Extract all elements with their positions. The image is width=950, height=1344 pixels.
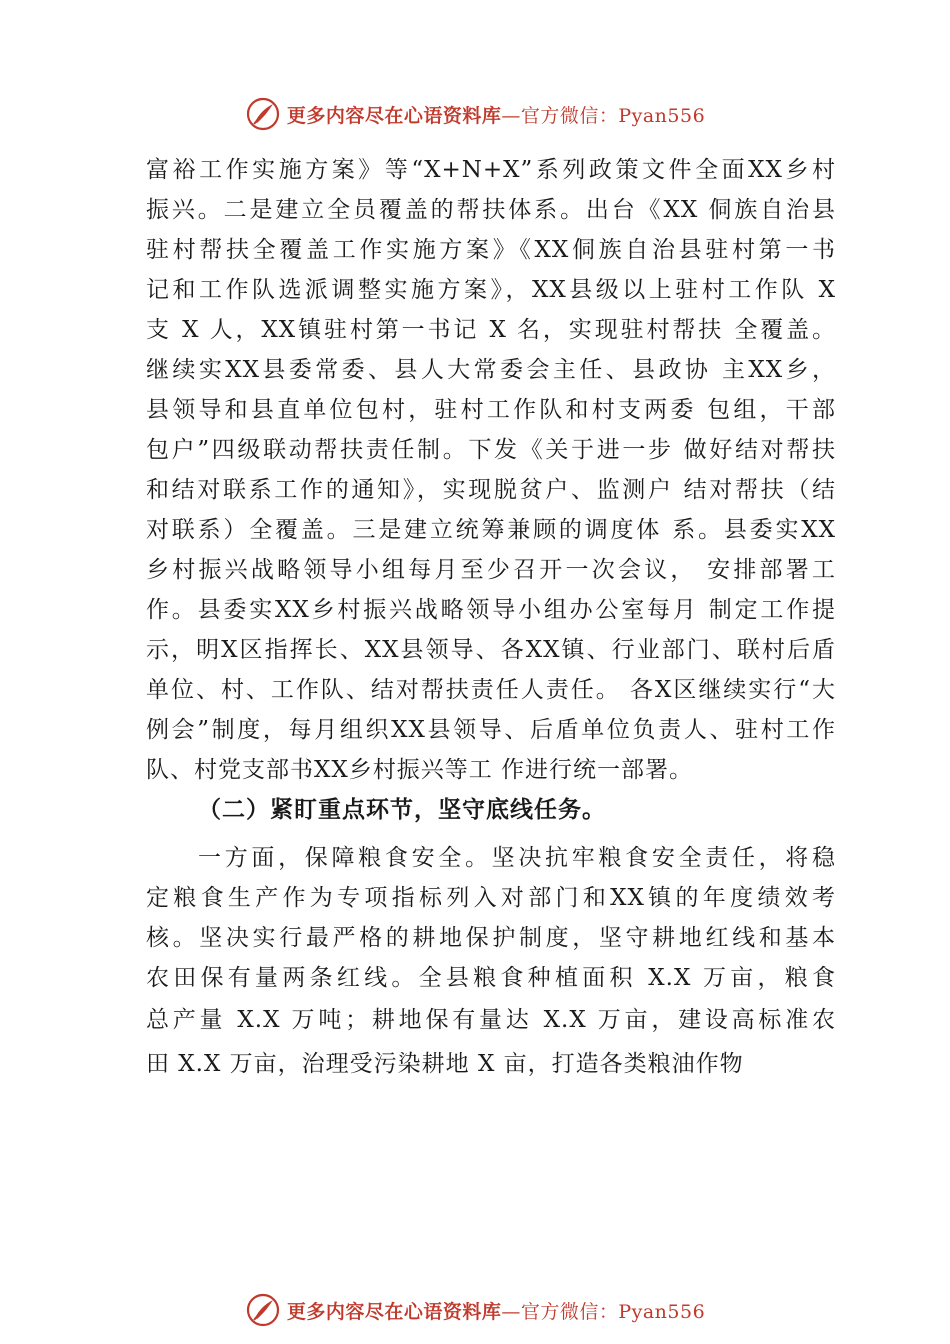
- text-line: 对联系）全覆盖。三是建立统筹兼顾的调度体 系。县委实XX: [146, 517, 836, 543]
- text-line: 记和工作队选派调整实施方案》，XX县级以上驻村工作队 X: [146, 277, 836, 303]
- banner-suffix: 官方微信：Pyan556: [520, 104, 706, 127]
- text-line: 作。县委实XX乡村振兴战略领导小组办公室每月 制定工作提: [146, 597, 836, 623]
- banner-separator: —: [501, 104, 521, 127]
- quill-logo-icon: [245, 96, 281, 132]
- text-line: 包户”四级联动帮扶责任制。下发《关于进一步 做好结对帮扶: [146, 437, 836, 463]
- text-line: 田 X.X 万亩，治理受污染耕地 X 亩，打造各类粮油作物: [146, 1051, 744, 1077]
- document-body: [146, 150, 836, 1086]
- text-line: 例会”制度，每月组织XX县领导、后盾单位负责人、驻村工作: [146, 717, 836, 743]
- text-line: 富裕工作实施方案》等“X+N+X”系列政策文件全面XX乡村: [146, 157, 836, 183]
- text-line: 支 X 人，XX镇驻村第一书记 X 名，实现驻村帮扶 全覆盖。: [146, 317, 836, 343]
- bottom-watermark-banner: [0, 1288, 950, 1332]
- text-line: 总产量 X.X 万吨；耕地保有量达 X.X 万亩，建设高标准农: [146, 1007, 836, 1033]
- section-heading: （二）紧盯重点环节，坚守底线任务。: [198, 796, 606, 823]
- top-watermark-banner: [0, 92, 950, 136]
- banner-text: [287, 1297, 705, 1324]
- text-line: 县领导和县直单位包村，驻村工作队和村支两委 包组，干部: [146, 397, 836, 423]
- banner-text: [287, 101, 705, 128]
- paragraph-gap: [146, 830, 836, 838]
- text-line: 乡村振兴战略领导小组每月至少召开一次会议， 安排部署工: [146, 557, 836, 583]
- paragraph-1: [146, 150, 836, 790]
- text-line: 定粮食生产作为专项指标列入对部门和XX镇的年度绩效考: [146, 885, 836, 911]
- quill-logo-icon: [245, 1292, 281, 1328]
- text-line: 和结对联系工作的通知》，实现脱贫户、监测户 结对帮扶（结: [146, 477, 836, 503]
- banner-separator: —: [501, 1300, 521, 1323]
- text-line: 继续实XX县委常委、县人大常委会主任、县政协 主XX乡，: [146, 357, 836, 383]
- text-line: 驻村帮扶全覆盖工作实施方案》《XX侗族自治县驻村第一书: [146, 237, 836, 263]
- paragraph-2: [146, 838, 836, 1086]
- banner-title: 更多内容尽在心语资料库: [286, 104, 502, 127]
- text-line: 单位、村、工作队、结对帮扶责任人责任。 各X区继续实行“大: [146, 677, 836, 703]
- banner-suffix: 官方微信：Pyan556: [520, 1300, 706, 1323]
- text-line: 振兴。二是建立全员覆盖的帮扶体系。出台《XX 侗族自治县: [146, 197, 836, 223]
- text-line: 农田保有量两条红线。全县粮食种植面积 X.X 万亩，粮食: [146, 965, 836, 991]
- text-line: 一方面，保障粮食安全。坚决抗牢粮食安全责任，将稳: [198, 845, 836, 871]
- text-line: 队、村党支部书XX乡村振兴等工 作进行统一部署。: [146, 757, 694, 783]
- text-line: 示，明X区指挥长、XX县领导、各XX镇、行业部门、联村后盾: [146, 637, 836, 663]
- text-line: 核。坚决实行最严格的耕地保护制度，坚守耕地红线和基本: [146, 925, 836, 951]
- banner-title: 更多内容尽在心语资料库: [286, 1300, 502, 1323]
